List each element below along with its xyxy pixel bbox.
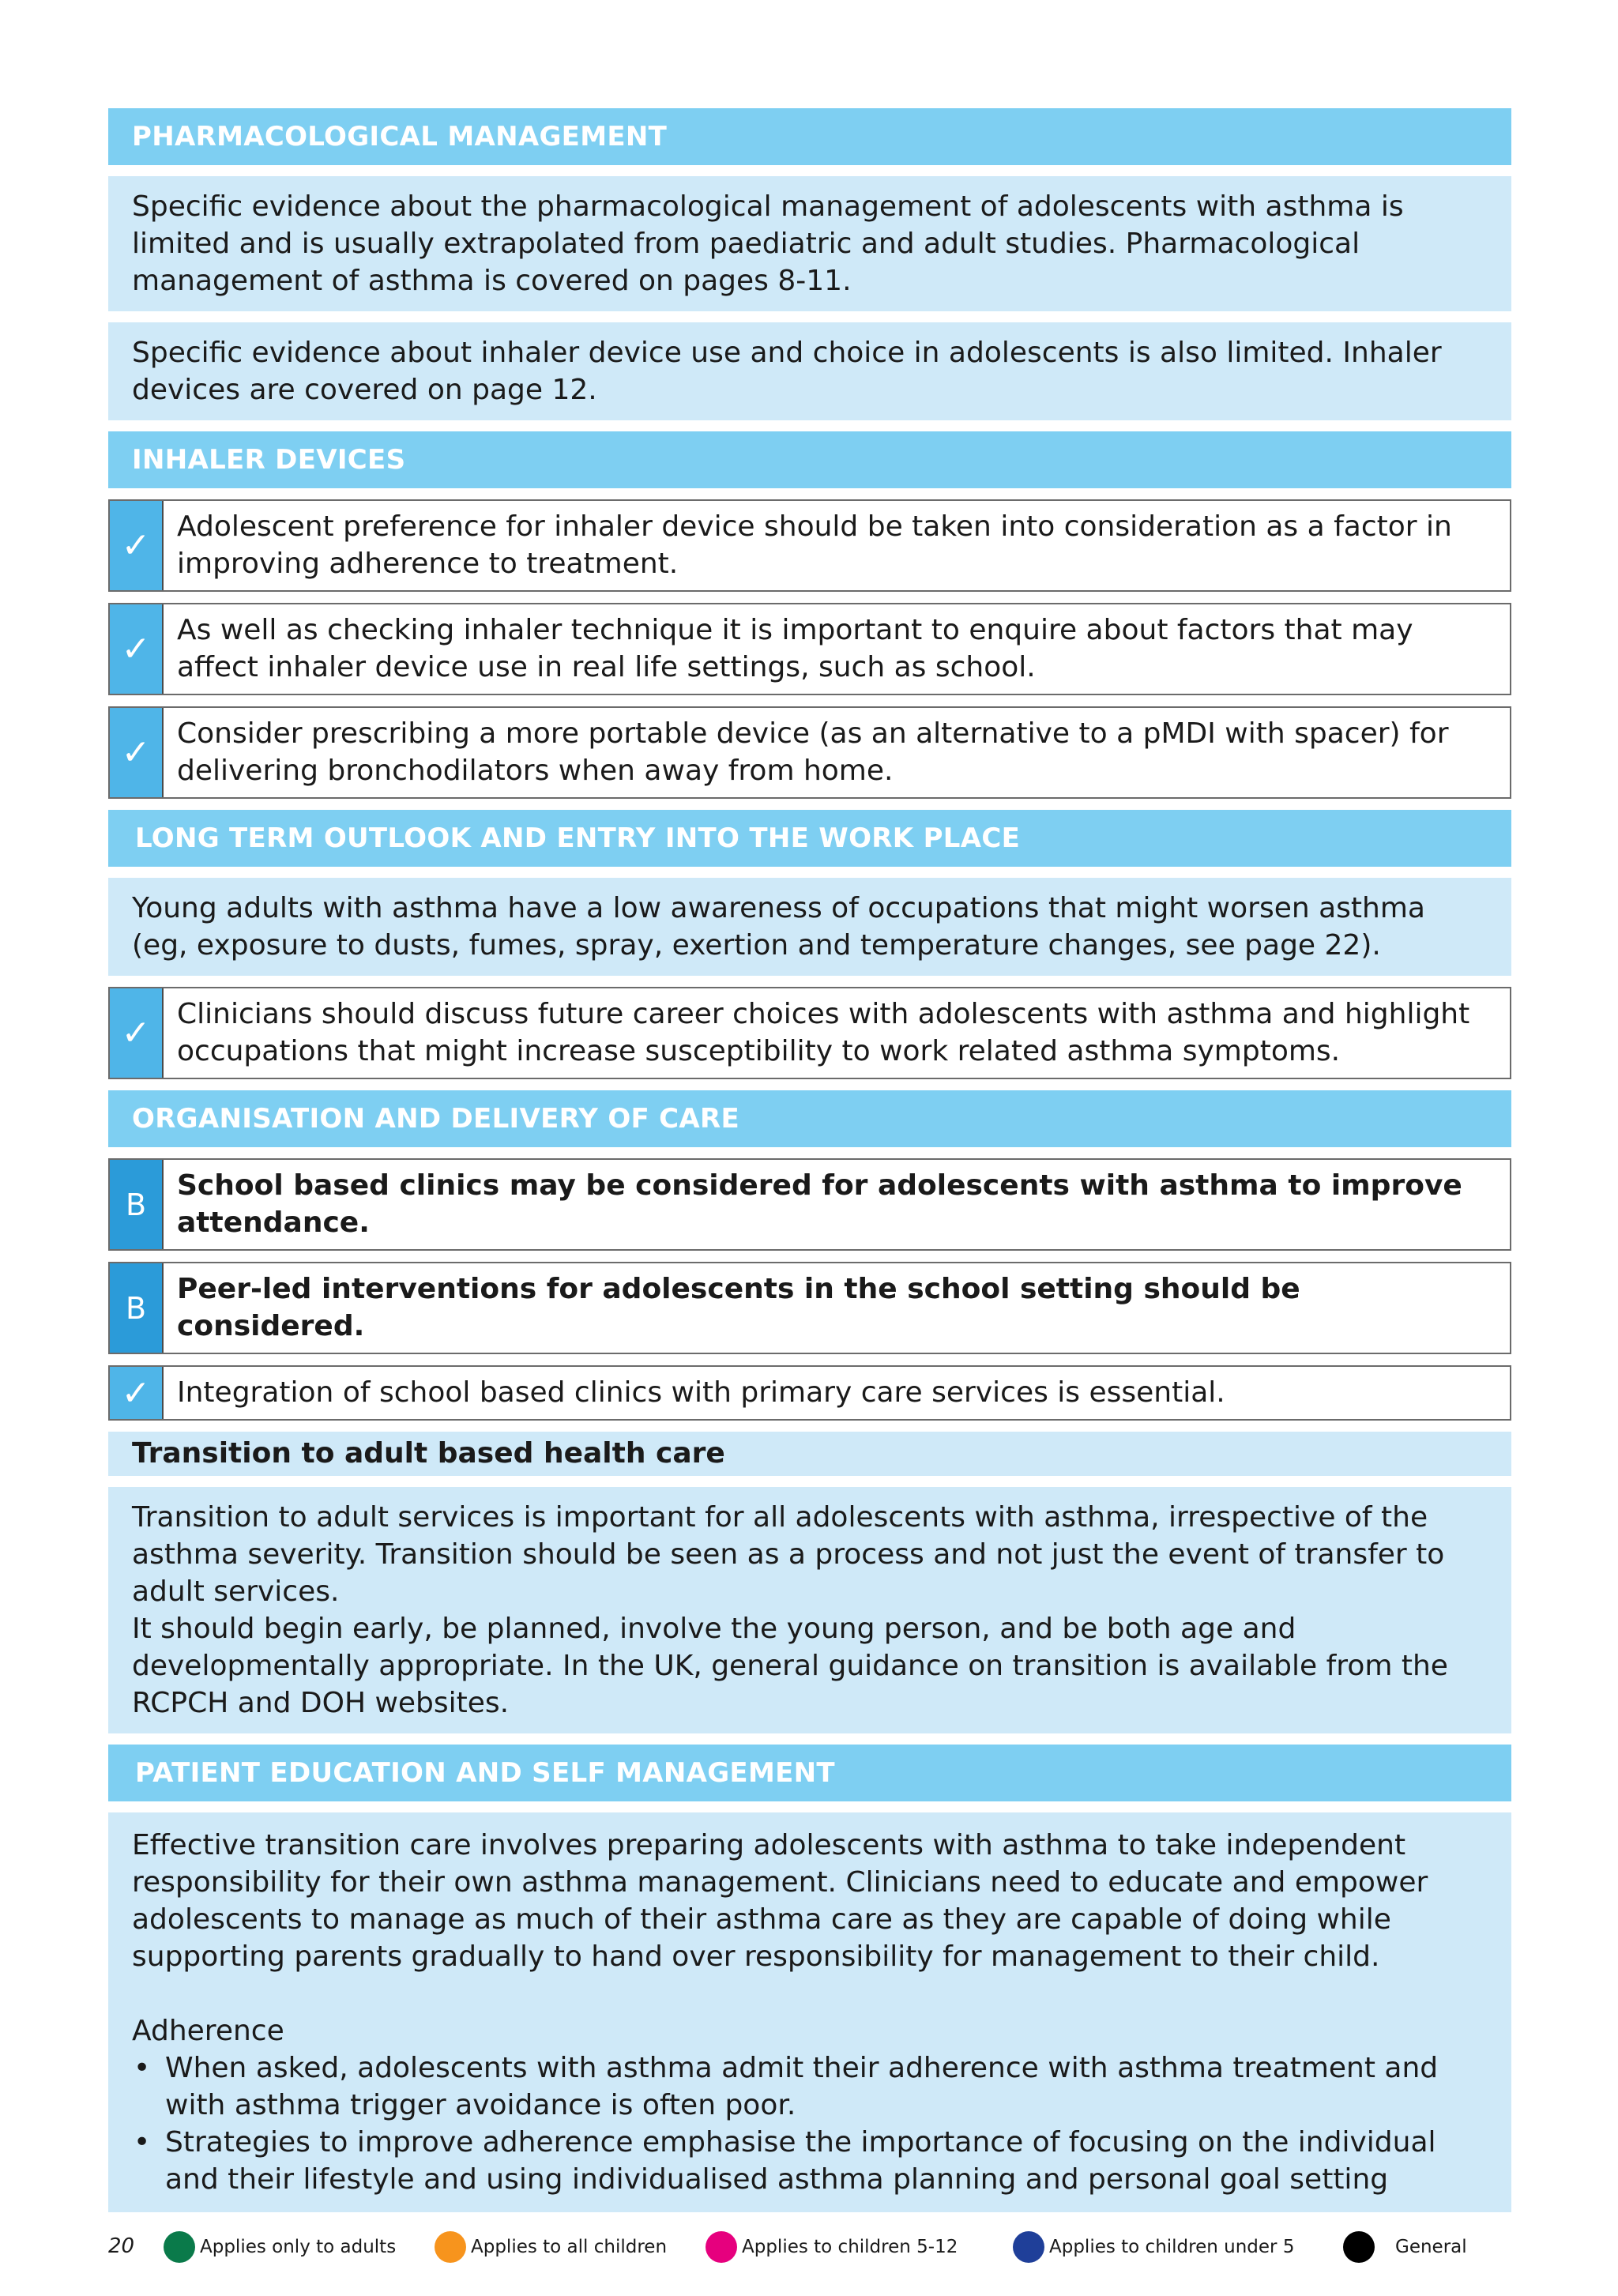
section-header-patient-education: PATIENT EDUCATION AND SELF MANAGEMENT (108, 1745, 1511, 1801)
bullet-icon: • (134, 2126, 151, 2159)
info-text: Effective transition care involves preparing adolescents with asthma to take independent responsibility for their own asthma management. Clinicians need to educate and empower adolescents to manage as much of their asthma care as they are capable of doing while supporting parents gradually to hand over responsibility for management to their child. (132, 1829, 1428, 1973)
recommendation-box (108, 706, 1511, 799)
info-text: Young adults with asthma have a low awareness of occupations that might worsen asthma (eg, exposure to dusts, fumes, spray, exertion and temperature changes, see page 22). (132, 892, 1425, 962)
legend-label: Applies to children under 5 (1049, 2237, 1295, 2257)
checkmark-icon: ✓ (110, 604, 164, 694)
adherence-label: Adherence (132, 2015, 284, 2047)
info-text: Transition to adult services is important for all adolescents with asthma, irrespective of the asthma severity. Transition should be seen as a process and not just the event of transfer to adult services. (132, 1501, 1445, 1608)
checkmark-icon: ✓ (110, 1367, 164, 1419)
info-box-inhaler-evidence (108, 322, 1511, 420)
legend-label: General (1395, 2237, 1467, 2257)
recommendation-box (108, 987, 1511, 1079)
recommendation-text: Peer-led interventions for adolescents in the school setting should be considered. (177, 1273, 1300, 1342)
green-dot-icon (164, 2231, 195, 2263)
blue-dot-icon (1013, 2231, 1044, 2263)
checkmark-icon: ✓ (110, 988, 164, 1078)
list-item (132, 2124, 1488, 2198)
legend-item-all-children (435, 2231, 667, 2263)
legend-label: Applies to all children (471, 2237, 668, 2257)
recommendation-text: Consider prescribing a more portable device (as an alternative to a pMDI with spacer) for delivering bronchodilators when away from home. (177, 717, 1449, 787)
legend-item-children-under-5 (1013, 2231, 1294, 2263)
section-header-inhaler-devices: INHALER DEVICES (108, 431, 1511, 488)
black-dot-icon (1343, 2231, 1375, 2263)
page-content (108, 108, 1511, 2223)
grade-b-badge: B (110, 1263, 164, 1353)
info-box-occupations (108, 878, 1511, 976)
legend-label: Applies to children 5-12 (742, 2237, 958, 2257)
legend-item-general (1343, 2231, 1467, 2263)
legend-label: Applies only to adults (200, 2237, 397, 2257)
info-box-pharmacological (108, 176, 1511, 311)
info-box-transition (108, 1487, 1511, 1733)
recommendation-box-grade-b (108, 1158, 1511, 1251)
list-item-text: Strategies to improve adherence emphasise the importance of focusing on the individual and their lifestyle and using individualised asthma planning and personal goal setting (165, 2126, 1436, 2196)
orange-dot-icon (435, 2231, 466, 2263)
recommendation-box (108, 1365, 1511, 1421)
recommendation-box-grade-b (108, 1262, 1511, 1354)
list-item-text: When asked, adolescents with asthma admit their adherence with asthma treatment and with asthma trigger avoidance is often poor. (165, 2052, 1439, 2121)
section-header-long-term-outlook: LONG TERM OUTLOOK AND ENTRY INTO THE WORK PLACE (108, 810, 1511, 867)
adherence-list (132, 2049, 1488, 2198)
checkmark-icon: ✓ (110, 501, 164, 590)
legend-item-children-5-12 (706, 2231, 958, 2263)
info-text: It should begin early, be planned, involve the young person, and be both age and developmentally appropriate. In the UK, general guidance on transition is available from the RCPCH and DOH websites. (132, 1613, 1448, 1719)
recommendation-text: Adolescent preference for inhaler device should be taken into consideration as a factor in improving adherence to treatment. (177, 510, 1452, 580)
recommendation-box (108, 603, 1511, 695)
info-text: Specific evidence about inhaler device use and choice in adolescents is also limited. Inhaler devices are covered on page 12. (132, 337, 1442, 406)
legend-item-adults (164, 2231, 396, 2263)
info-text: Specific evidence about the pharmacological management of adolescents with asthma is limited and is usually extrapolated from paediatric and adult studies. Pharmacological management of asthma is covered on pages 8-11. (132, 190, 1404, 297)
page-footer (108, 2226, 1515, 2266)
grade-b-badge: B (110, 1160, 164, 1249)
recommendation-text: Clinicians should discuss future career choices with adolescents with asthma and highlight occupations that might increase susceptibility to work related asthma symptoms. (177, 998, 1470, 1067)
recommendation-text: As well as checking inhaler technique it is important to enquire about factors that may affect inhaler device use in real life settings, such as school. (177, 614, 1413, 683)
checkmark-icon: ✓ (110, 708, 164, 797)
recommendation-box (108, 499, 1511, 592)
subheader-transition: Transition to adult based health care (108, 1432, 1511, 1476)
pink-dot-icon (706, 2231, 737, 2263)
recommendation-text: School based clinics may be considered for adolescents with asthma to improve attendance. (177, 1169, 1462, 1239)
list-item (132, 2049, 1488, 2124)
section-header-organisation: ORGANISATION AND DELIVERY OF CARE (108, 1090, 1511, 1147)
page-number: 20 (108, 2234, 135, 2258)
info-box-education (108, 1812, 1511, 2212)
recommendation-text: Integration of school based clinics with primary care services is essential. (177, 1376, 1225, 1409)
section-header-pharmacological: PHARMACOLOGICAL MANAGEMENT (108, 108, 1511, 165)
bullet-icon: • (134, 2052, 151, 2084)
